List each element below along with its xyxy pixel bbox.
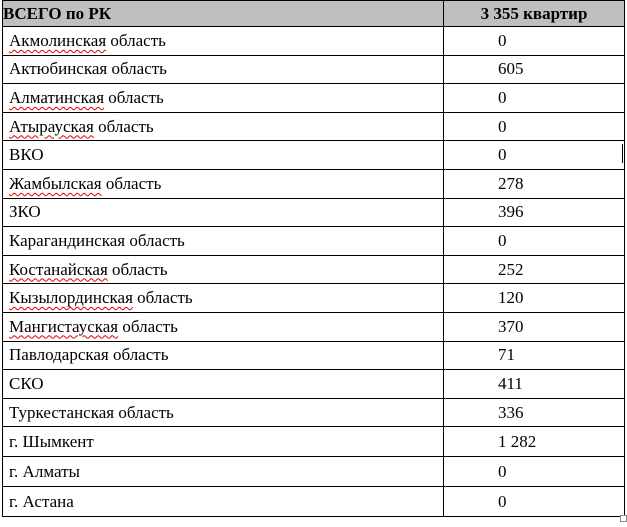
table-row: [3, 27, 625, 56]
apartment-count-cell[interactable]: 411: [444, 370, 625, 399]
apartment-count-cell[interactable]: 396: [444, 198, 625, 227]
table-row: [3, 84, 625, 113]
text-cursor: [622, 144, 623, 163]
table-row: [3, 227, 625, 256]
table-resize-handle[interactable]: [620, 515, 627, 522]
table-row: [3, 312, 625, 341]
table-row: [3, 427, 625, 457]
region-name-cell[interactable]: Актюбинская область: [3, 55, 444, 84]
region-name-cell[interactable]: Кызылординская область: [3, 284, 444, 313]
apartment-count-cell[interactable]: 0: [444, 27, 625, 56]
apartment-count-cell[interactable]: 252: [444, 255, 625, 284]
table-row: [3, 169, 625, 198]
region-name-cell[interactable]: Костанайская область: [3, 255, 444, 284]
table-row: [3, 255, 625, 284]
apartment-count-cell[interactable]: 370: [444, 312, 625, 341]
region-name-cell[interactable]: г. Астана: [3, 487, 444, 517]
region-name-cell[interactable]: ВКО: [3, 141, 444, 170]
apartment-count-cell[interactable]: 120: [444, 284, 625, 313]
apartment-count-cell[interactable]: 336: [444, 398, 625, 427]
spellcheck-underlined-word: Кызылординская: [9, 288, 133, 308]
table-row: [3, 341, 625, 370]
table-row: [3, 198, 625, 227]
table-row: [3, 487, 625, 517]
apartment-count-cell[interactable]: 278: [444, 169, 625, 198]
region-name-cell[interactable]: Мангистауская область: [3, 312, 444, 341]
table-row: [3, 370, 625, 399]
apartment-count-cell[interactable]: 0: [444, 487, 625, 517]
spellcheck-underlined-word: Мангистауская: [9, 316, 119, 336]
apartment-count-cell[interactable]: 1 282: [444, 427, 625, 457]
table-header-row: [3, 1, 625, 27]
region-name-cell[interactable]: г. Шымкент: [3, 427, 444, 457]
region-name-cell[interactable]: СКО: [3, 370, 444, 399]
region-name-cell[interactable]: Атырауская область: [3, 112, 444, 141]
spellcheck-underlined-word: Алматинская: [9, 87, 105, 107]
spellcheck-underlined-word: Акмолинская: [9, 30, 107, 50]
header-region-cell[interactable]: ВСЕГО по РК: [3, 1, 444, 27]
region-name-cell[interactable]: ЗКО: [3, 198, 444, 227]
table-row: [3, 398, 625, 427]
apartment-count-cell[interactable]: 0: [444, 141, 625, 170]
apartment-count-cell[interactable]: 605: [444, 55, 625, 84]
region-name-cell[interactable]: Карагандинская область: [3, 227, 444, 256]
header-total-cell[interactable]: 3 355 квартир: [444, 1, 625, 27]
table-body: [3, 27, 625, 517]
region-name-cell[interactable]: г. Алматы: [3, 457, 444, 487]
table-row: [3, 284, 625, 313]
region-name-cell[interactable]: Жамбылская область: [3, 169, 444, 198]
spellcheck-underlined-word: Костанайская: [9, 259, 108, 279]
region-name-cell[interactable]: Павлодарская область: [3, 341, 444, 370]
apartment-count-cell[interactable]: 0: [444, 112, 625, 141]
apartment-count-cell[interactable]: 0: [444, 227, 625, 256]
apartment-count-cell[interactable]: 71: [444, 341, 625, 370]
table-row: [3, 55, 625, 84]
table-row: [3, 112, 625, 141]
table-row: [3, 457, 625, 487]
spellcheck-underlined-word: Атырауская: [9, 116, 94, 136]
region-name-cell[interactable]: Туркестанская область: [3, 398, 444, 427]
apartment-count-cell[interactable]: 0: [444, 457, 625, 487]
region-name-cell[interactable]: Акмолинская область: [3, 27, 444, 56]
region-name-cell[interactable]: Алматинская область: [3, 84, 444, 113]
apartment-count-cell[interactable]: 0: [444, 84, 625, 113]
spellcheck-underlined-word: Жамбылская: [9, 173, 102, 193]
table-row: [3, 141, 625, 170]
housing-by-region-table: [2, 0, 625, 517]
